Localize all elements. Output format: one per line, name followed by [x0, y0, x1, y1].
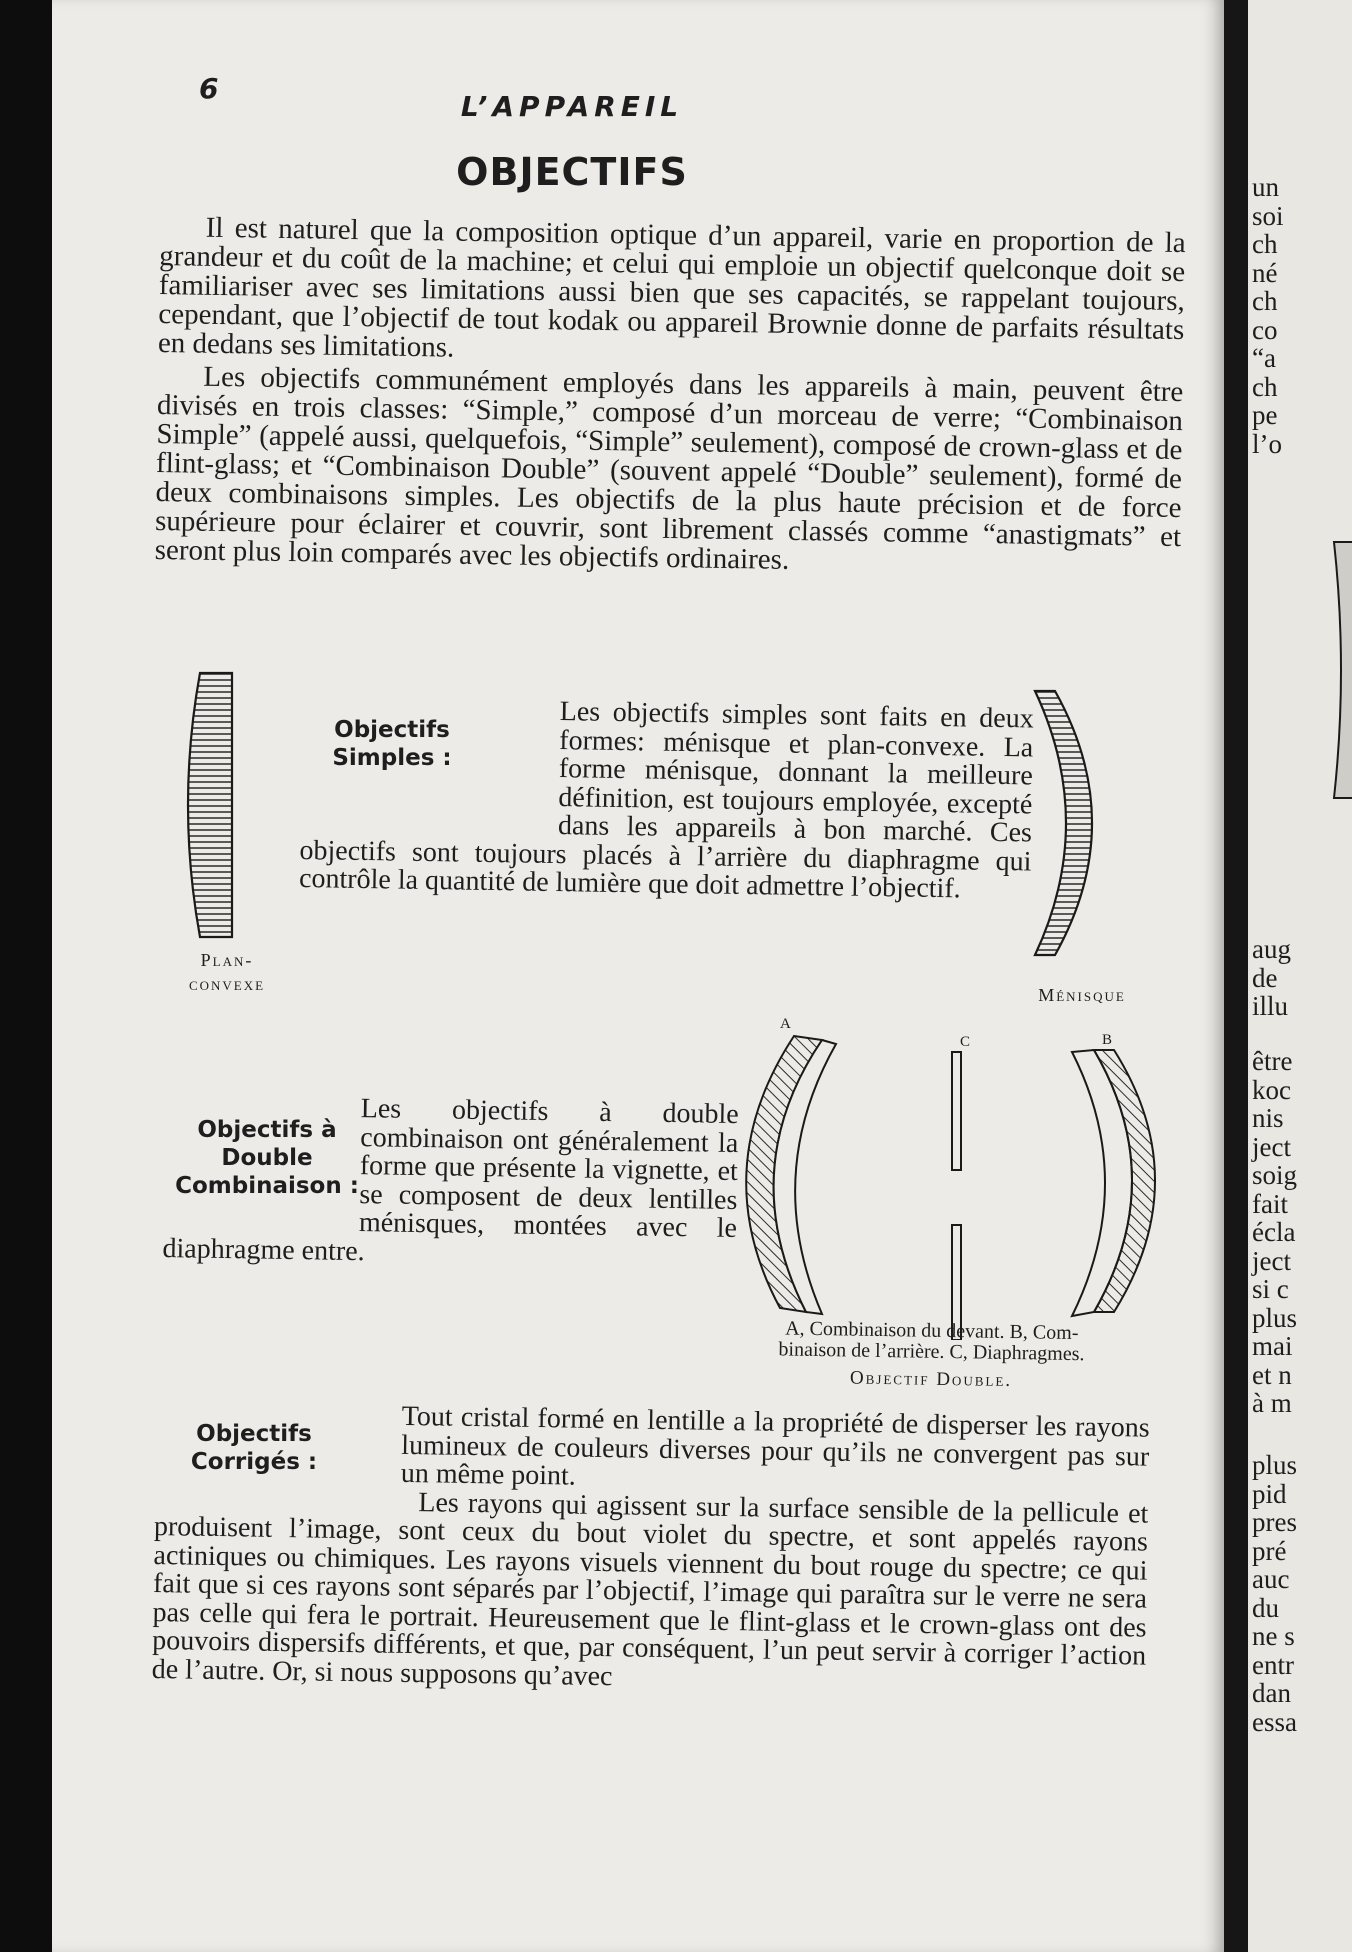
- running-title: L’APPAREIL: [460, 90, 684, 123]
- facing-page-top-lines: un soi ch né ch co “a ch pe l’o: [1252, 172, 1284, 459]
- double-text: Les objectifs à double combinaison ont généralement la forme que présente la vignette, et se composent de deux lentilles ménisques, montées avec le diaphragme entre.: [162, 1093, 739, 1267]
- double-lens-diagram: [722, 1010, 1242, 1340]
- simples-float-spacer: [300, 694, 560, 814]
- facing-lens-fragment-icon: [1326, 540, 1352, 800]
- label-a: A: [780, 1016, 791, 1032]
- facing-page-bottom-lines: plus pid pres pré auc du ne s entr dan essa: [1252, 1450, 1298, 1737]
- intro-paragraph-2: Les objectifs communément employés dans les appareils à main, peuvent être divisés en trois classes: “Simple,” composé d’un morceau de verre; “Combinaison Simple” (appelé aussi, quelquefois, “Simple” seulement), composé de crown-glass et de flint-glass; et “Combinaison Double” (souvent appelé “Double” seulement), formé de deux combinaisons simples. Les objectifs de la plus haute précision et de force supérieure pour éclairer et couvrir, sont librement classés comme “anastigmats” et seront plus loin comparés avec les objectifs ordinaires.: [154, 360, 1184, 576]
- intro-paragraph-1: Il est naturel que la composition optique d’un appareil, varie en proportion de la grandeur et du coût de la machine; et celui qui emploie un objectif quelconque doit se familiariser avec ses limitations aussi bien que ses capacités, se rappelant toujours, cependant, que l’objectif de tout kodak ou appareil Brownie donne de parfaits résultats en dedans ses limitations.: [157, 211, 1186, 364]
- simples-text: Les objectifs simples sont faits en deux formes: ménisque et plan-convexe. La forme ménisque, donnant la meilleure définition, est toujours employée, excepté dans les appareils à bon marché. Ces objectifs sont toujours placés à l’arrière du diaphragme qui contrôle la quantité de lumière que doit admettre l’objectif.: [299, 694, 1034, 905]
- label-c: C: [960, 1034, 971, 1050]
- plan-convex-caption: Plan- convexe: [188, 950, 266, 994]
- plan-convex-lens-icon: [182, 670, 252, 940]
- facing-page-lower-lines: être koc nis ject soig fait écla ject si c plus mai et n à m: [1252, 1046, 1298, 1418]
- corriges-indent: [154, 1506, 418, 1510]
- corriges-float-spacer: [155, 1399, 402, 1487]
- facing-page-middle-lines: aug de illu: [1252, 934, 1291, 1021]
- double-caption: A, Combinaison du devant. B, Com- binaison de l’arrière. C, Diaphragmes. Objectif Double.: [778, 1317, 1085, 1392]
- book-gutter: [1224, 0, 1248, 1952]
- meniscus-caption: Ménisque: [1038, 985, 1126, 1005]
- corriges-heading: Objectifs Corrigés :: [190, 1421, 318, 1475]
- simples-heading: Objectifs Simples :: [332, 717, 452, 771]
- label-b: B: [1102, 1032, 1113, 1048]
- section-title: OBJECTIFS: [456, 150, 688, 194]
- page-number: 6: [199, 72, 219, 105]
- corriges-text: Tout cristal formé en lentille a la propriété de disperser les rayons lumineux de couleurs diverses pour qu’ils ne convergent pas sur un même point. Les rayons qui agissent sur la surface sensible de la pellicule et produisent l’image, sont ceux du bout violet du spectre, et sont appelés rayons actiniques ou chimiques. Les rayons visuels viennent du bout rouge du spectre; ce qui fait que si ces rayons sont séparés par l’objectif, l’image qui paraîtra sur le verre ne sera pas celle qui fera le portrait. Heureusement que le flint-glass et le crown-glass ont des pouvoirs dispersifs différents, et que, par conséquent, l’un peut servir à corriger l’action de l’autre. Or, si nous supposons qu’avec: [151, 1400, 1150, 1692]
- double-float-spacer: [163, 1092, 361, 1237]
- intro-text: [154, 213, 1185, 581]
- facing-page: [1248, 0, 1352, 1952]
- double-heading: Objectifs à Double Combinaison :: [175, 1117, 359, 1199]
- book-page: [52, 0, 1224, 1952]
- meniscus-lens-icon: [1027, 688, 1127, 958]
